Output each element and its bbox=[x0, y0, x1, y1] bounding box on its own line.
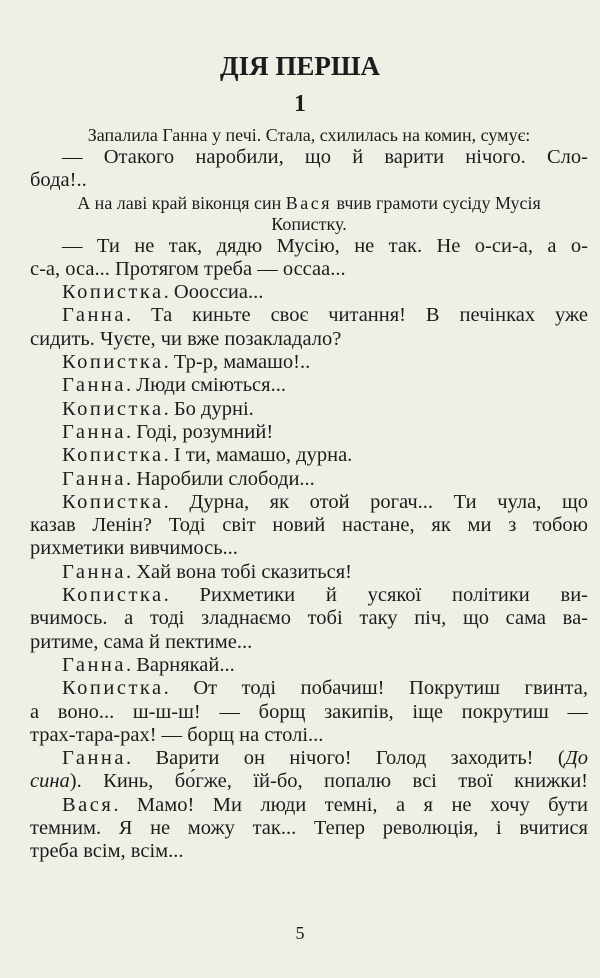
speaker-name: Ганна bbox=[62, 653, 126, 676]
text-line bbox=[30, 169, 588, 192]
speaker-name: Ганна bbox=[62, 304, 126, 327]
page-number: 5 bbox=[295, 923, 305, 943]
line-text: . Мамо! Ми люди темні, а я не хочу бути bbox=[113, 793, 588, 816]
line-text: Копистку. bbox=[271, 213, 347, 234]
speaker-name: Копистка bbox=[62, 490, 164, 513]
text-line bbox=[30, 770, 588, 793]
speaker-name: Копистка bbox=[62, 584, 164, 607]
line-text: . І ти, мамашо, дурна. bbox=[163, 444, 353, 467]
line-text: . Рихметики й усякої політики ви- bbox=[163, 584, 588, 607]
speaker-name: Ганна bbox=[62, 420, 126, 443]
text-line bbox=[30, 631, 588, 654]
line-text: . Варити он нічого! Голод заходить! ( bbox=[125, 747, 565, 770]
text-line bbox=[30, 351, 588, 374]
speaker-name: Ганна bbox=[62, 747, 126, 770]
text-line bbox=[30, 444, 588, 467]
line-text: вчимось. а тоді зладнаємо тобі таку піч, що сама ва- bbox=[30, 607, 588, 630]
line-text: темним. Я не можу так... Тепер революція, і вчитися bbox=[30, 817, 588, 840]
line-text: ритиме, сама й пектиме... bbox=[30, 630, 253, 653]
line-text: с-а, оса... Протягом треба — оссаа... bbox=[30, 257, 346, 280]
text-line bbox=[30, 794, 588, 817]
stage-direction-line bbox=[30, 193, 588, 214]
line-text: а воно... ш-ш-ш! — борщ закипів, іще покрутиш — bbox=[30, 700, 588, 723]
text-line bbox=[30, 491, 588, 514]
text-line bbox=[30, 724, 588, 747]
text-line bbox=[30, 398, 588, 421]
act-title: ДІЯ ПЕРША bbox=[220, 51, 380, 81]
text-line bbox=[30, 281, 588, 304]
text-line bbox=[30, 328, 588, 351]
italic-direction: сина bbox=[30, 770, 70, 793]
speaker-name: Копистка bbox=[62, 677, 164, 700]
line-text: А на лаві край віконця син bbox=[77, 192, 286, 213]
line-text: бода!.. bbox=[30, 169, 87, 192]
text-line bbox=[30, 701, 588, 724]
scene-number: 1 bbox=[294, 91, 306, 117]
speaker-name: Копистка bbox=[62, 397, 164, 420]
line-text: . Варнякай... bbox=[125, 653, 235, 676]
speaker-name: Копистка bbox=[62, 281, 164, 304]
line-text: рихметики вивчимось... bbox=[30, 537, 238, 560]
text-line bbox=[30, 561, 588, 584]
text-line bbox=[30, 304, 588, 327]
text-line bbox=[30, 584, 588, 607]
line-text: . Оооссиа... bbox=[163, 281, 264, 304]
line-text: . Дурна, як отой рогач... Ти чула, що bbox=[163, 490, 588, 513]
text-line bbox=[30, 747, 588, 770]
text-line bbox=[30, 468, 588, 491]
text-line bbox=[30, 421, 588, 444]
text-line bbox=[30, 677, 588, 700]
line-text: трах-тара-рах! — борщ на столі... bbox=[30, 723, 324, 746]
text-line bbox=[30, 514, 588, 537]
line-text: ). Кинь, бо́гже, їй-бо, попалю всі твої книжки! bbox=[69, 770, 588, 793]
line-text: треба всім, всім... bbox=[30, 840, 184, 863]
text-line bbox=[30, 817, 588, 840]
speaker-name: Ганна bbox=[62, 560, 126, 583]
line-text: Запалила Ганна у печі. Стала, схилилась на комин, сумує: bbox=[87, 125, 531, 145]
speaker-name: Копистка bbox=[62, 444, 164, 467]
line-text: — Отакого наробили, що й варити нічого. Сло- bbox=[62, 146, 588, 168]
speaker-name: Ганна bbox=[62, 374, 126, 397]
italic-direction: До bbox=[564, 747, 588, 770]
speaker-name: Копистка bbox=[62, 351, 164, 374]
line-text: казав Ленін? Тоді світ новий настане, як ми з тобою bbox=[30, 514, 588, 537]
stage-direction-line bbox=[30, 125, 588, 146]
line-text: . Наробили слободи... bbox=[125, 467, 315, 490]
text-line bbox=[30, 146, 588, 169]
line-text: вчив грамоти сусіду Мусія bbox=[332, 192, 541, 213]
text-line bbox=[30, 235, 588, 258]
speaker-name: Вася bbox=[62, 793, 114, 816]
stage-direction-line bbox=[30, 214, 588, 235]
text-line bbox=[30, 258, 588, 281]
text-line bbox=[30, 607, 588, 630]
line-text: . Та киньте своє читання! В печінках уже bbox=[125, 304, 588, 327]
line-text: . Тр-р, мамашо!.. bbox=[163, 351, 311, 374]
speaker-name: Ганна bbox=[62, 467, 126, 490]
text-line bbox=[30, 840, 588, 863]
text-line bbox=[30, 654, 588, 677]
line-text: . От тоді побачиш! Покрутиш гвинта, bbox=[163, 677, 588, 700]
text-line bbox=[30, 374, 588, 397]
line-text: . Годі, розумний! bbox=[125, 420, 274, 443]
line-text: . Люди сміються... bbox=[125, 374, 286, 397]
line-text: . Хай вона тобі сказиться! bbox=[125, 560, 352, 583]
line-text: — Ти не так, дядю Мусію, не так. Не о-си-а, а о- bbox=[62, 234, 588, 257]
text-line bbox=[30, 537, 588, 560]
play-text bbox=[30, 125, 588, 864]
line-text: сидить. Чуєте, чи вже позакладало? bbox=[30, 327, 342, 350]
line-text: . Бо дурні. bbox=[163, 397, 254, 420]
speaker-name: Вася bbox=[285, 192, 333, 213]
